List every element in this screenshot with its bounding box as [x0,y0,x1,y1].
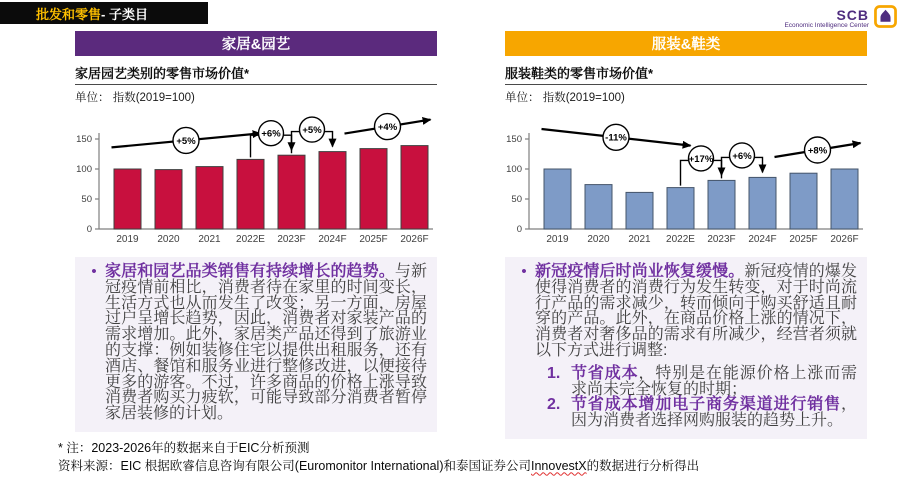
svg-text:2020: 2020 [587,234,610,245]
footnote-source [58,458,699,476]
footnote-note: * 注：2023-2026年的数据来自于EIC分析预测 [58,441,310,455]
svg-text:2019: 2019 [116,234,139,245]
svg-text:50: 50 [81,194,92,206]
scb-emblem-icon [874,5,897,33]
svg-text:2025F: 2025F [789,234,818,245]
section-header-home-garden: 家居&园艺 [75,31,437,56]
svg-text:2026F: 2026F [400,234,429,245]
list-item-rest: ，特别是在能源价格上涨而需求尚未完全恢复的时期； [571,364,857,398]
slide-title-highlight: 批发和零售 [36,6,102,22]
numbered-list [535,366,857,429]
svg-text:+5%: +5% [176,135,196,147]
svg-text:2024F: 2024F [318,234,347,245]
chart-title-home-garden: 家居园艺类别的零售市场价值* [75,63,437,85]
panel-paragraph [105,264,427,422]
list-item-rest: ，因为消费者选择网购服装的趋势上升。 [571,396,857,430]
svg-text:150: 150 [76,134,92,146]
list-item-number: 1. [547,364,561,382]
svg-text:2019: 2019 [546,234,569,245]
svg-text:+5%: +5% [302,125,322,136]
footnote-source-prefix: 资料来源：EIC 根据欧睿信息咨询有限公司(Euromonitor International)和泰国证券公司 [58,458,531,473]
list-item-lead: 节省成本 [571,364,639,382]
svg-text:0: 0 [86,224,92,236]
scb-eic-logo [784,5,897,33]
list-item-number: 2. [547,396,561,414]
svg-text:+4%: +4% [377,122,398,133]
section-apparel-footwear [505,31,867,439]
svg-text:2020: 2020 [157,234,180,245]
chart-unit-home-garden: 单位： 指数(2019=100) [75,92,195,104]
eic-subtitle: Economic Intelligence Center [784,22,869,29]
svg-text:100: 100 [506,164,522,176]
bullet-icon: • [91,263,97,280]
slide-title-rest: - 子类目 [101,6,148,22]
bar-chart-apparel [505,107,867,257]
list-item-text [571,397,857,429]
panel-lead-text: 家居和园艺品类销售有持续增长的趋势。 [105,263,395,280]
svg-text:150: 150 [506,134,522,146]
svg-text:+17%: +17% [688,153,714,165]
svg-text:50: 50 [511,194,522,206]
footnote-source-word: InnovestX [531,458,587,473]
chart-unit-apparel: 单位： 指数(2019=100) [505,92,625,104]
footnotes [58,440,699,475]
svg-text:+6%: +6% [261,128,281,140]
list-item-text [571,366,857,398]
svg-text:+8%: +8% [807,145,828,157]
svg-text:0: 0 [516,224,522,236]
svg-text:2023F: 2023F [277,234,306,245]
svg-text:2021: 2021 [198,234,221,245]
svg-text:-11%: -11% [605,132,627,144]
text-panel-home-garden [75,257,437,432]
section-header-apparel: 服装&鞋类 [505,31,867,56]
panel-body-text: 与新冠疫情前相比，消费者待在家里的时间变长，生活方式也从而发生了改变；另一方面，房屋过户呈增长趋势，因此，消费者对家装产品的需求增加。此外，家居类产品还得到了旅游业的支撑：例如装修住宅以提供出租服务，还有酒店、餐馆和服务业进行整修改进，以便接待更多的游客。不过，许多商品的价格上涨导致消费者购买力疲软，可能导致部分消费者暂停家居装修的计划。 [105,263,427,423]
svg-text:+6%: +6% [732,150,752,162]
slide-title-bar [0,2,208,24]
footnote-source-suffix: 的数据进行分析得出 [586,458,700,473]
svg-text:100: 100 [76,164,92,176]
bar-chart-home-garden [75,107,437,257]
chart-title-apparel: 服装鞋类的零售市场价值* [505,63,867,85]
list-item [547,366,857,398]
scb-eic-logo-text [784,8,869,30]
panel-paragraph [535,264,857,429]
svg-text:2023F: 2023F [707,234,736,245]
svg-text:2022E: 2022E [236,234,265,245]
list-item-lead: 节省成本增加电子商务渠道进行销售 [571,396,841,414]
svg-text:2025F: 2025F [359,234,388,245]
text-panel-apparel [505,257,867,439]
panel-body-text: 新冠疫情的爆发使得消费者的消费行为发生转变，对于时尚流行产品的需求减少，转而倾向于购买舒适且耐穿的产品。此外，在商品价格上涨的情况下，消费者对奢侈品的需求有所减少，经营者须就以下方式进行调整: [535,263,857,359]
svg-text:2024F: 2024F [748,234,777,245]
svg-text:2022E: 2022E [666,234,695,245]
panel-lead-text: 新冠疫情后时尚业恢复缓慢。 [535,263,745,280]
bullet-icon: • [521,263,527,280]
section-home-garden [75,31,437,432]
list-item [547,397,857,429]
scb-wordmark: SCB [836,7,869,23]
svg-text:2026F: 2026F [830,234,859,245]
svg-text:2021: 2021 [628,234,651,245]
